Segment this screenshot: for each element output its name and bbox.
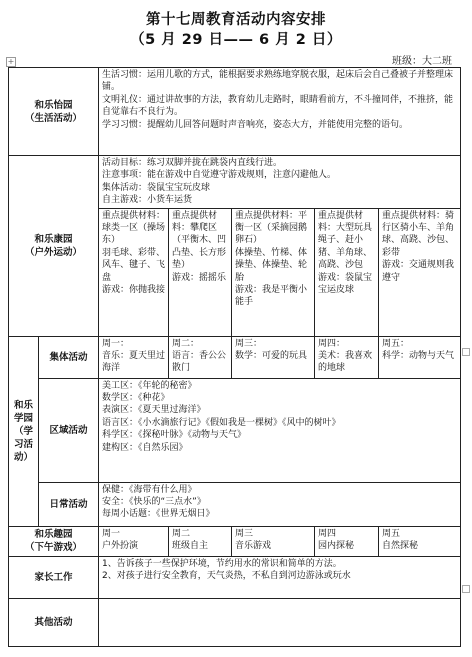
fun-activity: 音乐游戏 <box>235 541 272 552</box>
group-day-cell <box>99 336 169 378</box>
parents-line: 1、告诉孩子一些保护环境，节约用水的常识和简单的方法。 <box>102 558 342 569</box>
life-line: 学习习惯：提醒幼儿回答问题时声音响亮，姿态大方，并能使用完整的语句。 <box>102 119 409 130</box>
health-area-text: 重点提供材料：平衡一区（采摘园鹅卵石） 体操垫、竹梯、体操垫、体操垫、轮胎 游戏：我是平衡小能手 <box>235 210 308 308</box>
other-category <box>9 598 99 646</box>
schedule-table <box>8 67 461 647</box>
area-line: 数学区：《种花》 <box>102 393 170 404</box>
area-line: 建构区：《自然乐园》 <box>102 442 188 453</box>
learn-category-label: 和乐学园（学习活动） <box>13 399 33 463</box>
fun-activity: 户外扮演 <box>102 541 139 552</box>
fun-activity: 园内探秘 <box>318 541 355 552</box>
weekday-label: 周一 <box>102 528 121 539</box>
parents-category <box>9 556 99 598</box>
fun-day-cell <box>315 526 379 556</box>
fun-day-cell <box>232 526 315 556</box>
health-line: 注意事项：能在游戏中自觉遵守游戏规则，注意闪避他人。 <box>102 170 337 181</box>
date-range: （5 月 29 日—— 6 月 2 日） <box>130 32 342 48</box>
area-label-cell <box>39 378 99 482</box>
daily-content <box>99 482 461 526</box>
class-label: 班级： <box>392 56 422 67</box>
weekday-label: 周三： <box>235 338 263 349</box>
area-content <box>99 378 461 482</box>
parents-content <box>99 556 461 598</box>
area-activity-label: 区域活动 <box>49 424 88 436</box>
weekday-label: 周二： <box>172 338 200 349</box>
weekday-label: 周四 <box>318 528 337 539</box>
health-area-cell <box>99 208 169 336</box>
weekday-label: 周五： <box>382 338 410 349</box>
group-activity: 美术：我喜欢的地球 <box>318 351 373 374</box>
resize-handle-icon[interactable] <box>462 348 470 356</box>
health-category-label: 和乐康园 （户外运动） <box>25 233 83 258</box>
life-content <box>99 68 461 156</box>
health-area-text: 重点提供材料：骑行区骑小车、羊角球、高跷、沙包、彩带 游戏：交通规则我遵守 <box>382 210 455 283</box>
weekday-label: 周五 <box>382 528 401 539</box>
daily-line: 保健：《海带有什么用》 <box>102 484 197 495</box>
health-area-cell <box>169 208 232 336</box>
weekday-label: 周二 <box>172 528 191 539</box>
health-line: 集体活动：袋鼠宝宝玩皮球 <box>102 182 211 193</box>
health-line: 自主游戏：小货车运货 <box>102 195 193 206</box>
life-line: 文明礼仪：通过讲故事的方法，教育幼儿走路时，眼睛看前方，不斗撞同伴，不推挤，能自觉靠右不良行为。 <box>102 94 454 118</box>
group-activity: 语言：香公公散门 <box>172 351 227 374</box>
daily-line: 每周小话题：《世界无烟日》 <box>102 509 215 520</box>
life-category-label: 和乐怡园 （生活活动） <box>25 99 83 124</box>
fun-day-cell <box>99 526 169 556</box>
area-line: 科学区：《探秘叶脉》《动物与天气》 <box>102 430 247 441</box>
group-day-cell <box>169 336 232 378</box>
health-area-text: 重点提供材料：球类一区（操场东） 羽毛球、彩带、风车、毽子、飞盘 游戏：你抛我接 <box>102 210 166 296</box>
table-move-handle-icon[interactable]: + <box>7 57 15 66</box>
health-area-text: 重点提供材料：大型玩具绳子、赶小猪、羊角球、高跷、沙包 游戏：袋鼠宝宝运皮球 <box>318 210 373 296</box>
class-line <box>392 52 452 67</box>
health-area-text: 重点提供材料：攀爬区（平衡木、凹凸垫、长方形垫） 游戏：摇摇乐 <box>172 210 227 283</box>
fun-category <box>9 526 99 556</box>
daily-activity-label: 日常活动 <box>49 498 88 510</box>
parents-line: 2、对孩子进行安全教育，天气炎热，不私自到河边游泳或玩水 <box>102 571 351 582</box>
health-area-cell <box>315 208 379 336</box>
group-activity: 数学：可爱的玩具 <box>235 351 308 362</box>
fun-day-cell <box>379 526 461 556</box>
group-activity: 科学：动物与天气 <box>382 351 455 362</box>
daily-line: 安全：《快乐的“三点水”》 <box>102 497 206 508</box>
resize-handle-icon[interactable] <box>462 585 470 593</box>
fun-day-cell <box>169 526 232 556</box>
health-line: 活动目标：练习双脚并拢在跳袋内直线行进。 <box>102 158 283 168</box>
parents-category-label: 家长工作 <box>34 571 73 583</box>
daily-label-cell <box>39 482 99 526</box>
fun-activity: 自然探秘 <box>382 541 419 552</box>
learn-category <box>9 336 39 526</box>
weekday-label: 周三 <box>235 528 254 539</box>
health-category <box>9 156 99 337</box>
class-name: 大二班 <box>422 56 452 67</box>
group-activity-label: 集体活动 <box>49 351 88 363</box>
group-day-cell <box>379 336 461 378</box>
weekday-label: 周一： <box>102 338 130 349</box>
other-category-label: 其他活动 <box>34 616 73 628</box>
health-area-cell <box>232 208 315 336</box>
health-area-cell <box>379 208 461 336</box>
area-line: 语言区：《小水滴旅行记》《假如我是一棵树》《风中的树叶》 <box>102 417 341 428</box>
group-label-cell <box>39 336 99 378</box>
health-content <box>99 156 461 209</box>
group-day-cell <box>315 336 379 378</box>
area-line: 表演区：《夏天里过海洋》 <box>102 405 206 416</box>
group-activity: 音乐：夏天里过海洋 <box>102 351 166 374</box>
page-title: 第十七周教育活动内容安排 <box>146 12 326 28</box>
other-content[interactable] <box>99 598 461 646</box>
weekday-label: 周四： <box>318 338 346 349</box>
fun-category-label: 和乐趣园 （下午游戏） <box>25 529 83 554</box>
fun-activity: 班级自主 <box>172 541 209 552</box>
area-line: 美工区：《年轮的秘密》 <box>102 380 197 391</box>
life-category <box>9 68 99 156</box>
life-line: 生活习惯：运用儿歌的方式，能根据要求熟练地穿脱衣服，起床后会自己叠被子并整理床铺。 <box>102 70 454 93</box>
group-day-cell <box>232 336 315 378</box>
